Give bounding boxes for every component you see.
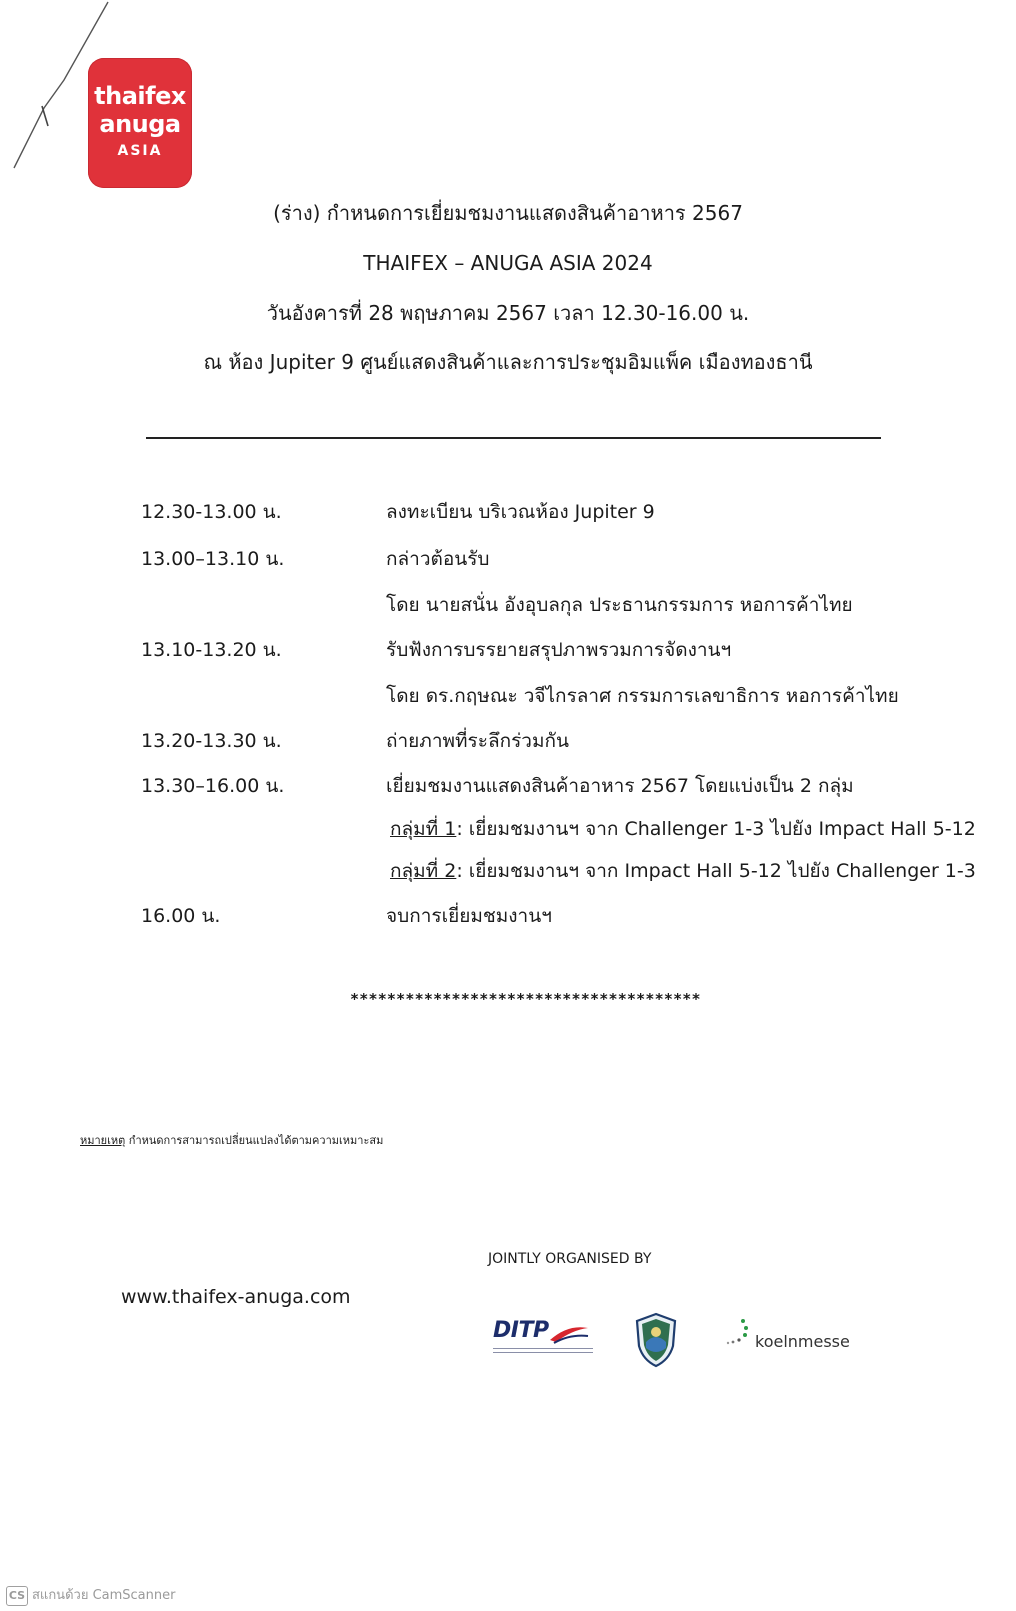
logo-line-1: thaifex [94, 82, 186, 110]
schedule-item: กล่าวต้อนรับ [386, 548, 490, 570]
group-2-label: กลุ่มที่ 2 [390, 860, 457, 882]
ditp-logo [493, 1318, 595, 1362]
ditp-wordmark: DITP [493, 1318, 549, 1343]
ditp-swoosh-icon [548, 1322, 590, 1344]
logo-line-2: anuga [99, 110, 181, 138]
document-title: (ร่าง) กำหนดการเยี่ยมชมงานแสดงสินค้าอาหาร 2567 [273, 201, 743, 225]
group-1-label: กลุ่มที่ 1 [390, 818, 457, 840]
ministry-emblem-icon [634, 1312, 678, 1368]
remark [80, 1131, 383, 1149]
schedule-item: ถ่ายภาพที่ระลึกร่วมกัน [386, 730, 569, 752]
schedule-time: 16.00 น. [141, 905, 221, 927]
remark-label: หมายเหตุ [80, 1134, 126, 1147]
event-name: THAIFEX – ANUGA ASIA 2024 [363, 251, 653, 275]
koelnmesse-logo [725, 1318, 850, 1354]
schedule-item-detail: โดย นายสนั่น อังอุบลกุล ประธานกรรมการ หอการค้าไทย [386, 594, 853, 616]
camscanner-watermark [6, 1584, 175, 1606]
group-2-text: : เยี่ยมชมงานฯ จาก Impact Hall 5-12 ไปยัง Challenger 1-3 [456, 860, 976, 882]
jointly-organised-label: JOINTLY ORGANISED BY [488, 1251, 652, 1267]
schedule-time: 12.30-13.00 น. [141, 501, 282, 523]
remark-text: กำหนดการสามารถเปลี่ยนแปลงได้ตามความเหมาะสม [125, 1134, 384, 1147]
koelnmesse-dots-icon [725, 1318, 753, 1350]
camscanner-text: สแกนด้วย CamScanner [32, 1588, 176, 1603]
group-2-line [390, 862, 976, 881]
website-url: www.thaifex-anuga.com [121, 1286, 351, 1308]
separator-stars: ************************************** [350, 990, 701, 1008]
camscanner-badge: CS [6, 1586, 28, 1606]
event-date: วันอังคารที่ 28 พฤษภาคม 2567 เวลา 12.30-16.00 น. [266, 301, 750, 325]
schedule-item: ลงทะเบียน บริเวณห้อง Jupiter 9 [386, 501, 655, 523]
schedule-item: จบการเยี่ยมชมงานฯ [386, 905, 552, 927]
group-1-line [390, 820, 976, 839]
ditp-subtitle-lines [493, 1348, 593, 1353]
schedule-time: 13.20-13.30 น. [141, 730, 282, 752]
schedule-time: 13.00–13.10 น. [141, 548, 285, 570]
koelnmesse-wordmark: koelnmesse [755, 1332, 850, 1351]
logo-line-3: ASIA [117, 143, 163, 159]
thaifex-anuga-logo [88, 58, 192, 188]
group-1-text: : เยี่ยมชมงานฯ จาก Challenger 1-3 ไปยัง Impact Hall 5-12 [456, 818, 976, 840]
schedule-item: รับฟังการบรรยายสรุปภาพรวมการจัดงานฯ [386, 639, 732, 661]
event-venue: ณ ห้อง Jupiter 9 ศูนย์แสดงสินค้าและการประชุมอิมแพ็ค เมืองทองธานี [203, 350, 813, 374]
schedule-item-detail: โดย ดร.กฤษณะ วจีไกรลาศ กรรมการเลขาธิการ หอการค้าไทย [386, 685, 899, 707]
schedule-item: เยี่ยมชมงานแสดงสินค้าอาหาร 2567 โดยแบ่งเป็น 2 กลุ่ม [386, 775, 854, 797]
schedule-time: 13.10-13.20 น. [141, 639, 282, 661]
schedule-time: 13.30–16.00 น. [141, 775, 285, 797]
header-divider [146, 437, 881, 439]
